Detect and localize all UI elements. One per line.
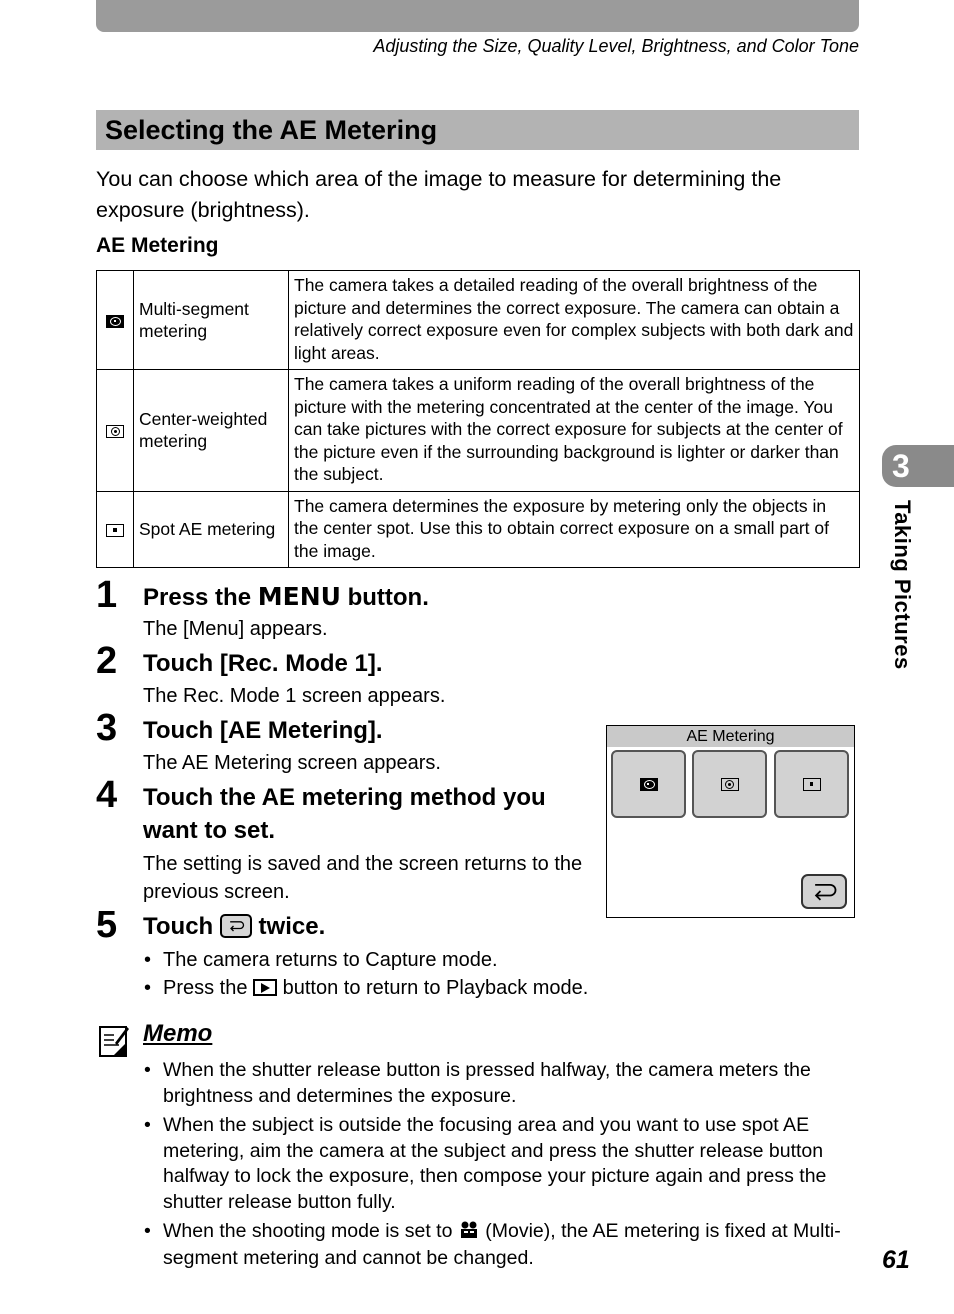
center-weighted-metering-icon [106, 425, 124, 438]
table-row [97, 271, 860, 370]
mode-description: The camera takes a detailed reading of the overall brightness of the picture and determines the correct exposure. The camera can obtain a relatively correct exposure even for complex subjects with both dark and light areas. [289, 271, 860, 370]
list-item: • The camera returns to Capture mode. [144, 949, 498, 971]
step-title: Press the MENU button. [143, 582, 429, 611]
table-row [97, 491, 860, 568]
step-text: The [Menu] appears. [143, 618, 328, 640]
ae-metering-screen [606, 725, 855, 918]
list-item: • When the subject is outside the focusing area and you want to use spot AE metering, aim the camera at the subject and press the shutter release button halfway to lock the exposure, then compose your picture again and press the shutter release button fully. [144, 1114, 827, 1213]
table-heading: AE Metering [96, 234, 219, 257]
multi-segment-metering-icon [640, 778, 658, 791]
page-number: 61 [882, 1246, 910, 1274]
step-title: Touch [AE Metering]. [143, 717, 383, 744]
step-number: 1 [96, 574, 118, 616]
chapter-label: Taking Pictures [890, 500, 915, 670]
step-number: 2 [96, 640, 118, 682]
back-button[interactable] [801, 874, 847, 909]
step-number: 5 [96, 904, 118, 946]
step-number: 4 [96, 774, 118, 816]
memo-title: Memo [143, 1020, 213, 1047]
section-intro: You can choose which area of the image to measure for determining the exposure (brightness). [96, 167, 782, 222]
memo-icon [99, 1025, 129, 1058]
screen-title: AE Metering [607, 726, 854, 747]
center-weighted-button[interactable] [692, 750, 767, 818]
step-text: The AE Metering screen appears. [143, 752, 441, 774]
menu-key: MENU [257, 582, 341, 611]
list-item: • When the shutter release button is pressed halfway, the camera meters the brightness and determines the exposure. [144, 1059, 811, 1107]
back-icon [803, 876, 845, 907]
list-item: • Press the button to return to Playback mode. [144, 977, 589, 999]
section-title: Selecting the AE Metering [105, 115, 438, 145]
step-title: Touch [Rec. Mode 1]. [143, 650, 383, 677]
multi-segment-button[interactable] [611, 750, 686, 818]
running-head: Adjusting the Size, Quality Level, Brightness, and Color Tone [373, 36, 859, 56]
top-bar [96, 0, 859, 32]
table-row [97, 370, 860, 492]
step-number: 3 [96, 707, 118, 749]
playback-icon [253, 979, 277, 996]
step-title: Touch twice. [143, 913, 326, 940]
step-text: The setting is saved and the screen returns to the previous screen. [143, 853, 583, 903]
movie-icon [458, 1220, 480, 1240]
back-icon [220, 914, 252, 938]
multi-segment-metering-icon [106, 315, 124, 328]
spot-button[interactable] [774, 750, 849, 818]
step-title: Touch the AE metering method you want to set. [143, 784, 546, 844]
mode-name: Center-weighted metering [134, 370, 289, 492]
mode-name: Spot AE metering [134, 491, 289, 568]
chapter-number: 3 [892, 448, 910, 484]
mode-description: The camera determines the exposure by metering only the objects in the center spot. Use this to obtain correct exposure on a small part of the image. [289, 491, 860, 568]
mode-description: The camera takes a uniform reading of the overall brightness of the picture with the metering concentrated at the center of the image. You can take pictures with the correct exposure for subjects at the center of the picture even if the surrounding background is lighter or darker than the subject. [289, 370, 860, 492]
ae-metering-table [96, 270, 860, 568]
spot-metering-icon [803, 778, 821, 791]
list-item: • When the shooting mode is set to (Movie), the AE metering is fixed at Multi-segment metering and cannot be changed. [144, 1220, 841, 1269]
spot-metering-icon [106, 524, 124, 537]
step-text: The Rec. Mode 1 screen appears. [143, 685, 446, 707]
center-weighted-metering-icon [721, 778, 739, 791]
mode-name: Multi-segment metering [134, 271, 289, 370]
